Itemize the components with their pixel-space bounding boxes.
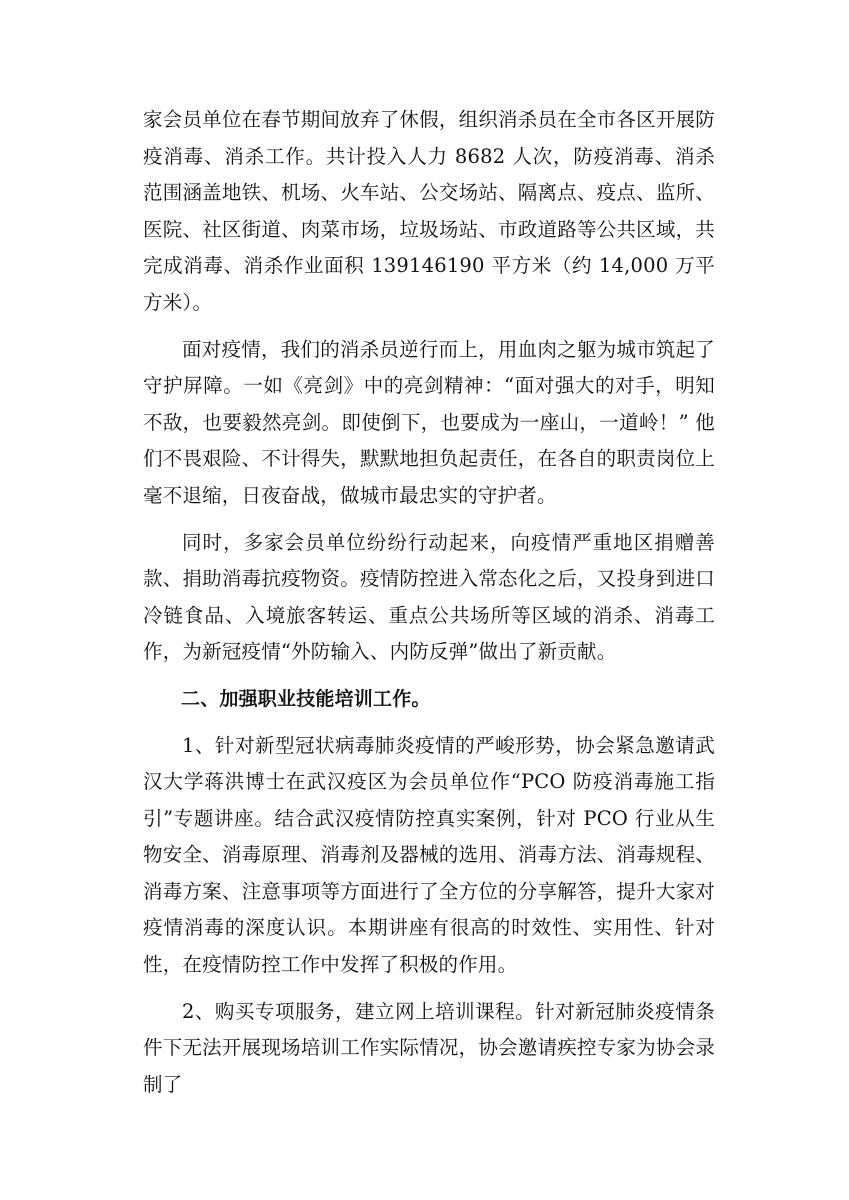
paragraph-online-courses: 2、购买专项服务，建立网上培训课程。针对新冠肺炎疫情条件下无法开展现场培训工作实际情况，协会邀请疾控专家为协会录制了 xyxy=(143,999,715,1096)
document-body xyxy=(143,102,715,1113)
paragraph-frontline-workers: 面对疫情，我们的消杀员逆行而上，用血肉之躯为城市筑起了守护屏障。一如《亮剑》中的亮剑精神：“面对强大的对手，明知不敌，也要毅然亮剑。即使倒下，也要成为一座山，一道岭！” 他们不畏艰险、不计得失，默默地担负起责任，在各自的职责岗位上毫不退缩，日夜奋战，做城市最忠实的守护者。 xyxy=(143,337,715,507)
paragraph-continued-disinfection-work: 家会员单位在春节期间放弃了休假，组织消杀员在全市各区开展防疫消毒、消杀工作。共计投入人力 8682 人次，防疫消毒、消杀范围涵盖地铁、机场、火车站、公交场站、隔离点、疫点、监所、医院、社区街道、肉菜市场，垃圾场站、市政道路等公共区域，共完成消毒、消杀作业面积 139146190 平方米（约 14,000 万平方米）。 xyxy=(143,108,715,314)
paragraph-expert-lecture: 1、针对新型冠状病毒肺炎疫情的严峻形势，协会紧急邀请武汉大学蒋洪博士在武汉疫区为会员单位作“PCO 防疫消毒施工指引”专题讲座。结合武汉疫情防控真实案例，针对 PCO 行业从生物安全、消毒原理、消毒剂及器械的选用、消毒方法、消毒规程、消毒方案、注意事项等方面进行了全方位的分享解答，提升大家对疫情消毒的深度认识。本期讲座有很高的时效性、实用性、针对性，在疫情防控工作中发挥了积极的作用。 xyxy=(143,733,715,977)
section-heading-training: 二、加强职业技能培训工作。 xyxy=(181,687,431,710)
paragraph-donations: 同时，多家会员单位纷纷行动起来，向疫情严重地区捐赠善款、捐助消毒抗疫物资。疫情防控进入常态化之后，又投身到进口冷链食品、入境旅客转运、重点公共场所等区域的消杀、消毒工作，为新冠疫情“外防输入、内防反弹”做出了新贡献。 xyxy=(143,530,715,664)
